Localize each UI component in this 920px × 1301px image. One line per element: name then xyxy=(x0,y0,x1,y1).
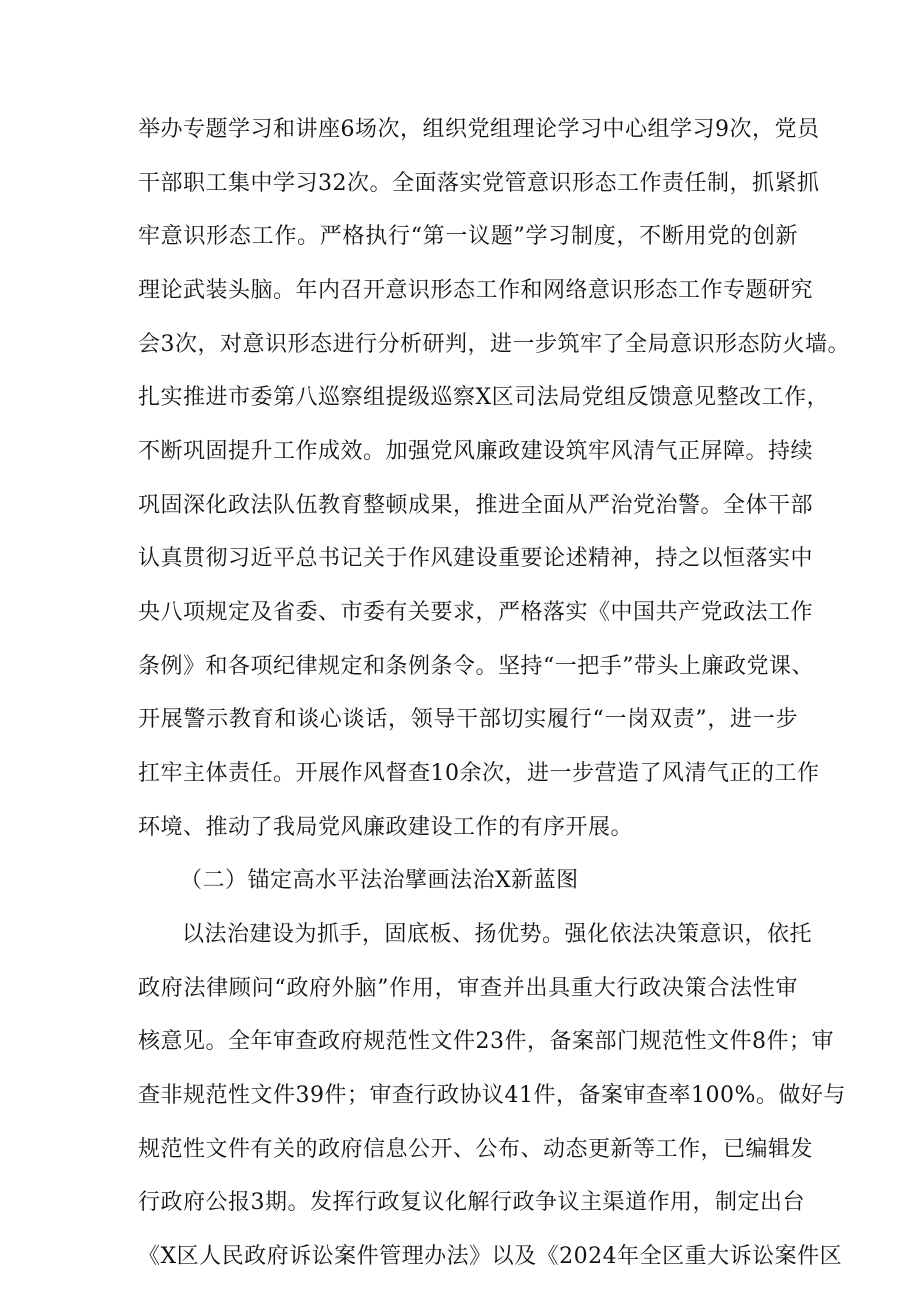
paragraph-line: 规范性文件有关的政府信息公开、公布、动态更新等工作，已编辑发 xyxy=(138,1137,814,1162)
paragraph-line: 牢意识形态工作。严格执行“第一议题”学习制度，不断用党的创新 xyxy=(138,224,798,249)
paragraph-line: 开展警示教育和谈心谈话，领导干部切实履行“一岗双责”，进一步 xyxy=(138,707,798,732)
paragraph-line: 扎实推进市委第八巡察组提级巡察X区司法局党组反馈意见整改工作， xyxy=(138,385,830,410)
paragraph-line: 会3次，对意识形态进行分析研判，进一步筑牢了全局意识形态防火墙。 xyxy=(138,332,850,357)
paragraph-line: 认真贯彻习近平总书记关于作风建设重要论述精神，持之以恒落实中 xyxy=(138,546,814,571)
paragraph-line: 行政府公报3期。发挥行政复议化解行政争议主渠道作用，制定出台 xyxy=(138,1190,805,1215)
paragraph-line: 核意见。全年审查政府规范性文件23件，备案部门规范性文件8件；审 xyxy=(138,1029,834,1054)
section-heading: （二）锚定高水平法治擘画法治X新蓝图 xyxy=(180,868,579,893)
paragraph-line: 举办专题学习和讲座6场次，组织党组理论学习中心组学习9次，党员 xyxy=(138,117,820,142)
paragraph-line: 不断巩固提升工作成效。加强党风廉政建设筑牢风清气正屏障。持续 xyxy=(138,439,814,464)
paragraph-line: 《X区人民政府诉讼案件管理办法》以及《2024年全区重大诉讼案件区 xyxy=(138,1244,843,1269)
paragraph-line: 理论武装头脑。年内召开意识形态工作和网络意识形态工作专题研究 xyxy=(138,278,814,303)
paragraph-line: 干部职工集中学习32次。全面落实党管意识形态工作责任制，抓紧抓 xyxy=(138,171,820,196)
paragraph-line: 以法治建设为抓手，固底板、扬优势。强化依法决策意识，依托 xyxy=(182,922,813,947)
paragraph-line: 环境、推动了我局党风廉政建设工作的有序开展。 xyxy=(138,815,634,840)
paragraph-line: 查非规范性文件39件；审查行政协议41件，备案审查率100%。做好与 xyxy=(138,1083,846,1108)
paragraph-line: 央八项规定及省委、市委有关要求，严格落实《中国共产党政法工作 xyxy=(138,600,814,625)
paragraph-line: 扛牢主体责任。开展作风督查10余次，进一步营造了风清气正的工作 xyxy=(138,761,820,786)
paragraph-line: 政府法律顾问“政府外脑”作用，审查并出具重大行政决策合法性审 xyxy=(138,976,798,1001)
paragraph-line: 巩固深化政法队伍教育整顿成果，推进全面从严治党治警。全体干部 xyxy=(138,493,814,518)
paragraph-line: 条例》和各项纪律规定和条例条令。坚持“一把手”带头上廉政党课、 xyxy=(138,654,814,679)
